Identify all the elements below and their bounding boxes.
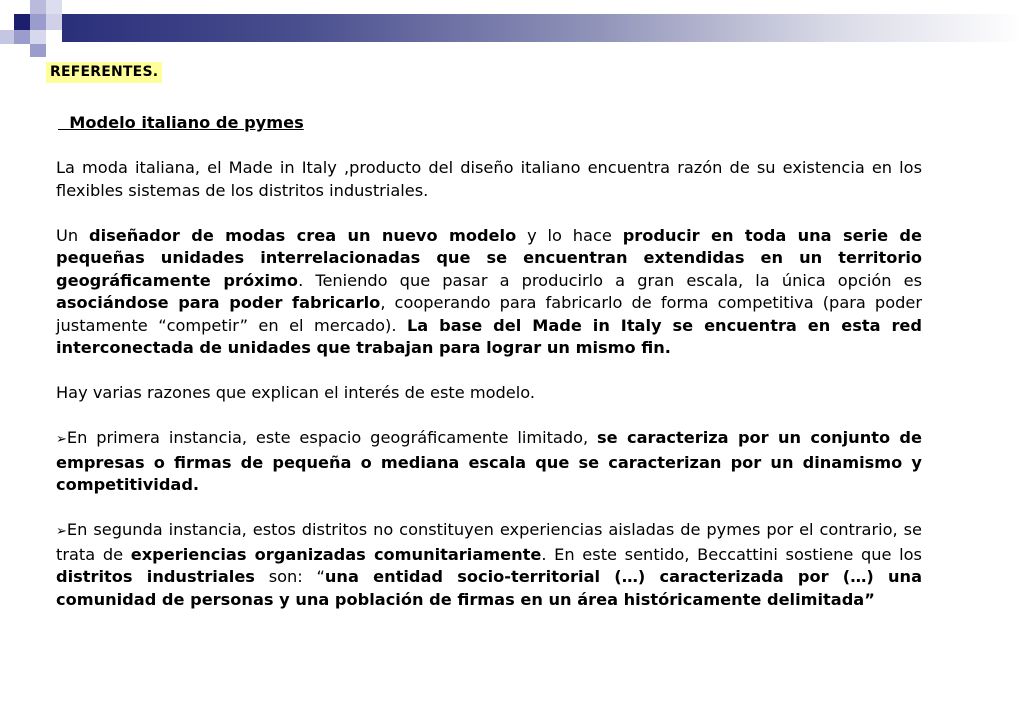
text-run-bold: producir en toda una serie de pequeñas unidades interrelacionadas que se encuentran extendidas en un territorio geográficamente próximo [56, 225, 922, 290]
decor-square [14, 30, 30, 44]
right-arrowhead-icon: ➢ [56, 432, 67, 447]
text-run: Un [56, 225, 89, 245]
section-heading: Modelo italiano de pymes [58, 113, 304, 132]
text-run-bold: una entidad socio-territorial (…) caracterizada por (…) una comunidad de personas y una población de firmas en un área históricamente delimitada” [56, 567, 922, 609]
text-run-bold: diseñador de modas crea un nuevo modelo [88, 225, 517, 245]
decor-square [30, 0, 46, 14]
text-run-bold: La base del Made in Italy se encuentra en esta red interconectada de unidades que trabajan para lograr un mismo fin. [56, 315, 922, 357]
bullet-first [56, 427, 922, 497]
header-gradient-bar [62, 14, 1023, 42]
text-run-bold: experiencias organizadas comunitariamente [130, 544, 542, 564]
decor-square [14, 14, 30, 30]
text-run: . Teniendo que pasar a producirlo a gran escala, la única opción es [298, 270, 923, 290]
paragraph-intro: La moda italiana, el Made in Italy ,producto del diseño italiano encuentra razón de su existencia en los flexibles sistemas de los distritos industriales. [56, 158, 922, 200]
decor-square [30, 44, 46, 57]
text-run: , cooperando para fabricarlo de forma competitiva (para poder justamente “competir” en el mercado). [56, 293, 922, 335]
text-run: y lo hace [516, 225, 623, 245]
decor-square [0, 30, 14, 44]
text-run-bold: se caracteriza por un conjunto de empresas o firmas de pequeña o mediana escala que se caracterizan por un dinamismo y competitividad. [56, 428, 922, 494]
bullet-second [56, 519, 922, 611]
decor-square [30, 14, 46, 30]
text-run-bold: asociándose para poder fabricarlo [56, 293, 381, 312]
paragraph-designer [56, 225, 922, 360]
text-run: En primera instancia, este espacio geográficamente limitado, [66, 428, 598, 447]
text-run: . En este sentido, Beccattini sostiene que los [541, 544, 922, 564]
decor-square [46, 0, 62, 14]
section-badge: REFERENTES. [46, 62, 162, 83]
text-run: son: “ [254, 567, 325, 586]
text-run: En segunda instancia, estos distritos no constituyen experiencias aisladas de pymes por el contrario, se trata de [56, 520, 922, 564]
paragraph-reasons: Hay varias razones que explican el interés de este modelo. [56, 383, 536, 402]
decor-square [46, 14, 62, 30]
slide-body [56, 112, 922, 634]
decor-square [30, 30, 46, 44]
text-run-bold: distritos industriales [56, 567, 255, 586]
right-arrowhead-icon: ➢ [56, 524, 67, 539]
